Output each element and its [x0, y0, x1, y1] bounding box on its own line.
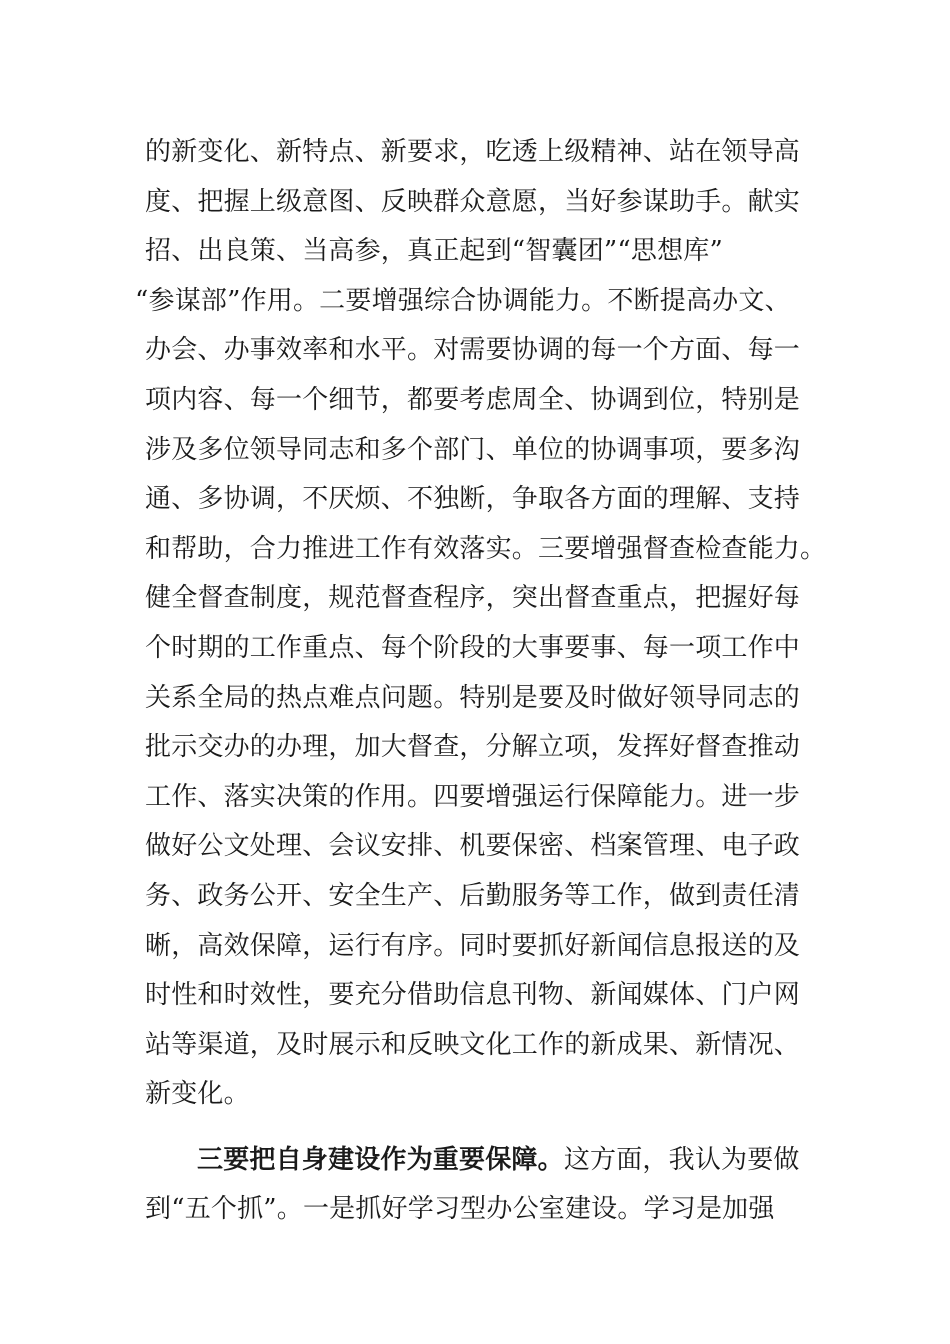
- text-line: 到“五个抓”。一是抓好学习型办公室建设。学习是加强: [145, 1194, 775, 1225]
- text-line: [145, 1136, 805, 1186]
- text-line: 务、政务公开、安全生产、后勤服务等工作，做到责任清: [145, 880, 801, 911]
- text-line: 通、多协调，不厌烦、不独断，争取各方面的理解、支持: [145, 484, 801, 515]
- text-line: 个时期的工作重点、每个阶段的大事要事、每一项工作中: [145, 632, 801, 663]
- text-line: “参谋部”作用。二要增强综合协调能力。不断提高办文、: [135, 285, 791, 316]
- document-body: [135, 128, 827, 1235]
- text-line: 办会、办事效率和水平。对需要协调的每一个方面、每一: [145, 335, 801, 366]
- text-line: 晰，高效保障，运行有序。同时要抓好新闻信息报送的及: [145, 930, 801, 961]
- text-line: 涉及多位领导同志和多个部门、单位的协调事项，要多沟: [145, 434, 801, 465]
- text-line: 项内容、每一个细节，都要考虑周全、协调到位，特别是: [145, 384, 801, 415]
- text-line: 招、出良策、当高参，真正起到“智囊团”“思想库”: [145, 236, 723, 267]
- paragraph-spacing: [145, 1120, 805, 1136]
- paragraph-heading: 三要把自身建设作为重要保障。: [197, 1144, 564, 1175]
- text-line: 的新变化、新特点、新要求，吃透上级精神、站在领导高: [145, 137, 801, 167]
- paragraph-text: 这方面，我认为要做: [563, 1144, 800, 1175]
- text-line: 度、把握上级意图、反映群众意愿，当好参谋助手。献实: [145, 186, 801, 217]
- text-line: 站等渠道，及时展示和反映文化工作的新成果、新情况、: [145, 1029, 801, 1060]
- text-line: 做好公文处理、会议安排、机要保密、档案管理、电子政: [145, 831, 801, 862]
- text-line: 时性和时效性，要充分借助信息刊物、新闻媒体、门户网: [145, 980, 801, 1011]
- text-line: 关系全局的热点难点问题。特别是要及时做好领导同志的: [145, 682, 801, 713]
- text-line: 健全督查制度，规范督查程序，突出督查重点，把握好每: [145, 583, 801, 614]
- text-line: 和帮助，合力推进工作有效落实。三要增强督查检查能力。: [145, 533, 827, 564]
- text-line: 批示交办的办理，加大督查，分解立项，发挥好督查推动: [145, 732, 801, 763]
- paragraph: [135, 128, 827, 1120]
- paragraph: [145, 1136, 805, 1235]
- text-line: 新变化。: [145, 1079, 250, 1110]
- text-line: 工作、落实决策的作用。四要增强运行保障能力。进一步: [145, 781, 801, 812]
